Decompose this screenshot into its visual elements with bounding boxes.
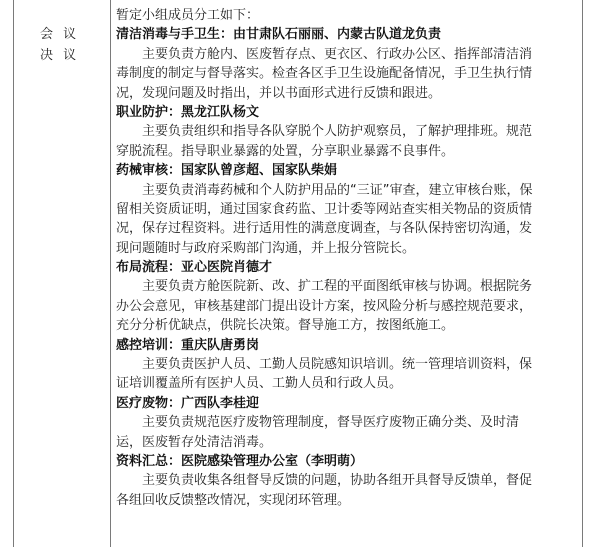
body-line: 各组回收反馈整改情况，实现闭环管理。 [116,492,351,508]
body-line: 运，医废暂存处清洁消毒。 [116,434,273,450]
body-line: 主要负责消毒药械和个人防护用品的“三证”审查，建立审核台账，保 [142,182,533,198]
body-line: 主要负责方舱内、医废暂存点、更衣区、行政办公区、指挥部清洁消 [142,46,533,62]
section-body-protection [116,122,578,161]
row-label-line-1: 会 议 [40,27,80,42]
section-heading-protection: 职业防护：黑龙江队杨文 [116,104,260,120]
section-heading-records: 资料汇总：医院感染管理办公室（李明萌） [116,453,364,469]
row-label [40,24,79,66]
body-line: 穿脱流程。指导职业暴露的处置，分享职业暴露不良事件。 [116,143,455,159]
section-body-medical-waste [116,413,578,452]
table-column-divider [110,0,111,547]
body-line: 充分分析优缺点，供院长决策。督导施工方，按图纸施工。 [116,318,455,334]
body-line: 主要负责收集各组督导反馈的问题，协助各组开具督导反馈单，督促 [142,473,533,489]
section-heading-cleaning: 清洁消毒与手卫生：由甘肃队石丽丽、内蒙古队道龙负责 [116,27,442,43]
section-body-cleaning [116,45,578,103]
body-line: 主要负责医护人员、工勤人员院感知识培训。统一管理培训资料，保 [142,357,533,373]
section-body-layout [116,277,578,335]
body-line: 主要负责规范医疗废物管理制度，督导医疗废物正确分类、及时清 [142,415,520,431]
body-line: 况，发现问题及时指出，并以书面形式进行反馈和跟进。 [116,85,442,101]
resolution-content [116,6,578,510]
body-line: 留相关资质证明，通过国家食药监、卫计委等网站查实相关物品的资质情 [116,201,533,217]
section-heading-medical-waste: 医疗废物：广西队李桂迎 [116,395,260,411]
section-heading-training: 感控培训：重庆队唐勇岗 [116,337,260,353]
body-line: 现问题随时与政府采购部门沟通，并上报分管院长。 [116,240,416,256]
body-line: 况，保存过程资料。进行适用性的满意度调查，与各队保持密切沟通，发 [116,221,533,237]
body-line: 证培训覆盖所有医护人员、工勤人员和行政人员。 [116,376,403,392]
body-line: 主要负责组织和指导各队穿脱个人防护观察员，了解护理排班。规范 [142,124,533,140]
row-label-line-2: 决 议 [40,48,80,63]
body-line: 毒制度的制定与督导落实。检查各区手卫生设施配备情况，手卫生执行情 [116,66,533,82]
section-body-audit [116,181,578,259]
section-body-records [116,471,578,510]
intro-text: 暂定小组成员分工如下： [116,8,260,23]
section-body-training [116,355,578,394]
section-heading-audit: 药械审核：国家队曾彦超、国家队柴娟 [116,163,338,179]
section-heading-layout: 布局流程：亚心医院肖德才 [116,260,273,276]
body-line: 办公会意见，审核基建部门提出设计方案，按风险分析与感控规范要求， [116,298,533,314]
body-line: 主要负责方舱医院新、改、扩工程的平面图纸审核与协调。根据院务 [142,279,533,295]
